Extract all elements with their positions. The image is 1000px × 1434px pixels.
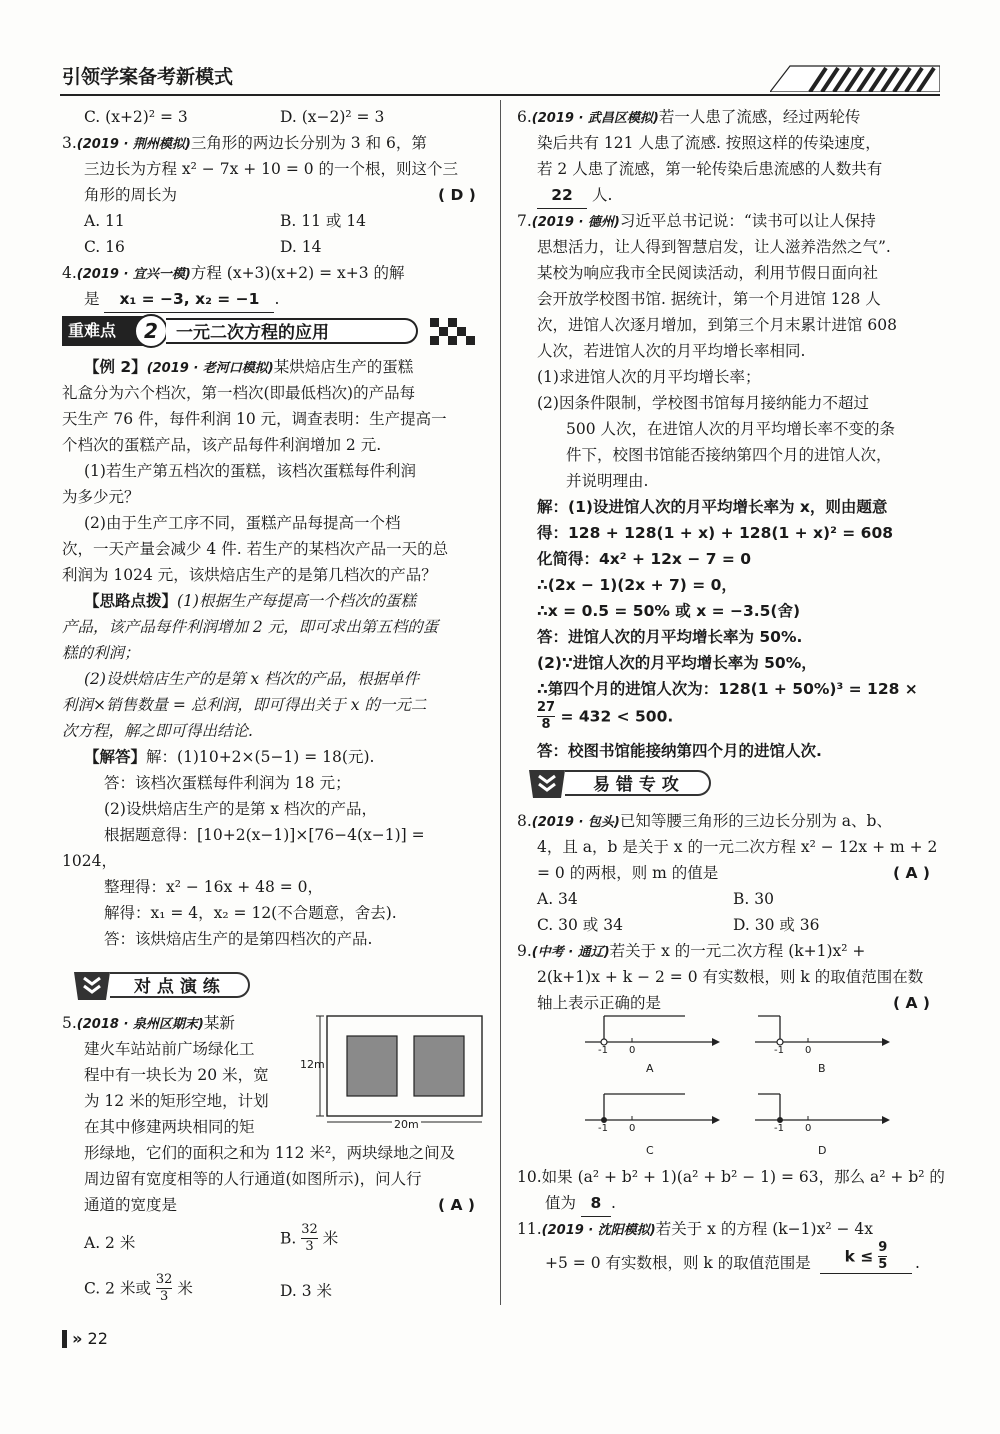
q9-b-tick1: -1 xyxy=(774,1045,784,1056)
q5-b-prefix: B. xyxy=(280,1229,297,1248)
header-rule xyxy=(60,94,940,96)
q9-numberline-b xyxy=(750,1012,890,1082)
example-line7: (2)由于生产工序不同，蛋糕产品每提高一个档 xyxy=(84,514,401,532)
q9-c-tick1: -1 xyxy=(598,1123,608,1134)
q10-number: 10. xyxy=(517,1168,542,1186)
q8-option-a: A. 34 xyxy=(537,890,578,908)
tip-tag: 【思路点拨】 xyxy=(84,592,178,610)
q3-option-a: A. 11 xyxy=(84,212,125,230)
solution-line8: 答：该烘焙店生产的是第四档次的产品. xyxy=(104,930,373,948)
q7-line2: 思想活力，让人得到智慧启发，让人滋养浩然之气”. xyxy=(537,238,891,256)
q6-answer-line xyxy=(537,182,612,209)
tip-line5: 利润×销售数量 = 总利润，即可得出关于 x 的一元二 xyxy=(62,696,427,714)
q7-number: 7. xyxy=(517,212,532,230)
q4-answer: x₁ = −3, x₂ = −1 xyxy=(104,286,274,313)
q3-option-c: C. 16 xyxy=(84,238,125,256)
q9-d-tick1: -1 xyxy=(774,1123,784,1134)
q9-source: (中考 · 通辽) xyxy=(531,945,610,960)
page-number-marker xyxy=(62,1328,108,1350)
q7-line10: 件下，校图书馆能否接纳第四个月的进馆人次， xyxy=(566,446,892,464)
q5-figure xyxy=(300,1010,490,1135)
option-d: D. (x−2)² = 3 xyxy=(280,108,385,126)
q7-solution-line9 xyxy=(537,700,673,733)
q5-number: 5. xyxy=(62,1014,77,1032)
q7-line5: 次，进馆人次逐月增加，到第三个月末累计进馆 608 xyxy=(537,316,898,334)
q9-b-tick2: 0 xyxy=(805,1045,812,1056)
q7-line7: (1)求进馆人次的月平均增长率； xyxy=(537,368,761,386)
example-line9: 利润为 1024 元，该烘焙店生产的是第几档次的产品？ xyxy=(62,566,437,584)
q5-b-denominator: 3 xyxy=(305,1239,314,1254)
q4-line1: 方程 (x+3)(x+2) = x+3 的解 xyxy=(190,264,405,282)
solution-line5: 1024， xyxy=(62,852,117,870)
checker-decoration xyxy=(430,336,439,345)
q5-line8: 通道的宽度是 xyxy=(84,1196,178,1214)
example-tag: 【例 2】 xyxy=(84,358,147,376)
question-8 xyxy=(517,808,892,836)
q6-number: 6. xyxy=(517,108,532,126)
q7-solution-line5: ∴x = 0.5 = 50% 或 x = −3.5(舍) xyxy=(537,602,801,620)
q7-line4: 会开放学校图书馆. 据统计，第一个月进馆 128 人 xyxy=(537,290,881,308)
example-text-1: 某烘焙店生产的蛋糕 xyxy=(273,358,414,376)
example-line8: 次，一天产量会减少 4 件. 若生产的某档次产品一天的总 xyxy=(62,540,449,558)
q5-line2: 建火车站站前广场绿化工 xyxy=(84,1040,255,1058)
q5-line4: 为 12 米的矩形空地，计划 xyxy=(84,1092,269,1110)
q3-source: (2019 · 荆州模拟) xyxy=(76,137,191,152)
q10-answer: 8 xyxy=(581,1190,611,1217)
q9-a-tick2: 0 xyxy=(629,1045,636,1056)
q7-solution-line8: ∴第四个月的进馆人次为：128(1 + 50%)³ = 128 × xyxy=(537,680,918,698)
q9-d-tick2: 0 xyxy=(805,1123,812,1134)
q3-number: 3. xyxy=(62,134,77,152)
solution-line3: (2)设烘焙店生产的是第 x 档次的产品， xyxy=(104,800,378,818)
section-banner-practice xyxy=(72,970,262,1004)
page-marker-bar xyxy=(62,1330,67,1348)
q5-c-unit: 米 xyxy=(177,1279,193,1298)
q4-post: . xyxy=(274,290,280,308)
section-banner-error-prone xyxy=(527,768,717,802)
q5-source: (2018 · 泉州区期末) xyxy=(76,1017,204,1032)
tip-line6: 次方程，解之即可得出结论. xyxy=(62,722,253,740)
q5-line5: 在其中修建两块相同的矩 xyxy=(84,1118,255,1136)
solution-line1 xyxy=(84,744,374,770)
solution-line4: 根据题意得：[10+2(x−1)]×[76−4(x−1)] = xyxy=(104,826,425,844)
checker-decoration xyxy=(439,327,448,336)
q4-answer-line xyxy=(84,286,279,313)
double-chevron-icon: » xyxy=(72,1329,83,1348)
q9-b-label: B xyxy=(818,1062,826,1075)
q8-option-c: C. 30 或 34 xyxy=(537,916,623,934)
chevron-down-icon xyxy=(527,768,567,802)
q7-solution-line10: 答：校图书馆能接纳第四个月的进馆人次. xyxy=(537,742,822,760)
q8-source: (2019 · 包头) xyxy=(531,815,620,830)
q5-line6: 形绿地，它们的面积之和为 112 米²，两块绿地之间及 xyxy=(84,1144,456,1162)
q7-line1: 习近平总书记说：“读书可以让人保持 xyxy=(619,212,876,230)
q5-b-numerator: 32 xyxy=(301,1222,318,1237)
q7-solution-line7: (2)∵进馆人次的月平均增长率为 50%， xyxy=(537,654,817,672)
solution-line2: 答：该档次蛋糕每件利润为 18 元； xyxy=(104,774,351,792)
example-line2: 礼盒分为六个档次，第一档次(即最低档次)的产品每 xyxy=(62,384,416,402)
tip-line3: 糕的利润； xyxy=(62,644,140,662)
column-divider xyxy=(500,100,501,1305)
q7-line9: 500 人次，在进馆人次的月平均增长率不变的条 xyxy=(566,420,896,438)
q5-b-unit: 米 xyxy=(322,1229,339,1248)
q5-option-a: A. 2 米 xyxy=(84,1234,136,1252)
example-line6: 为多少元？ xyxy=(62,488,140,506)
q5-answer: ( A ) xyxy=(438,1196,475,1214)
q10-answer-line xyxy=(545,1190,616,1217)
q9-line3: 轴上表示正确的是 xyxy=(537,994,662,1012)
q9-number: 9. xyxy=(517,942,532,960)
tip-text-1: (1)根据生产每提高一个档次的蛋糕 xyxy=(177,592,416,610)
question-3 xyxy=(62,130,427,158)
q8-option-b: B. 30 xyxy=(733,890,774,908)
solution-line6: 整理得：x² − 16x + 48 = 0， xyxy=(104,878,324,896)
q5-figure-width-label: 20m xyxy=(394,1118,419,1131)
q8-option-d: D. 30 或 36 xyxy=(733,916,820,934)
q9-c-tick2: 0 xyxy=(629,1123,636,1134)
section-banner-key-point xyxy=(62,316,482,346)
q7-line3: 某校为响应我市全民阅读活动，利用节假日面向社 xyxy=(537,264,879,282)
q9-numberline-c xyxy=(580,1090,720,1160)
solution-tag: 【解答】 xyxy=(84,748,147,766)
q7-line11: 并说明理由. xyxy=(566,472,649,490)
q9-a-label: A xyxy=(646,1062,654,1075)
example-2-line1 xyxy=(84,354,413,382)
q8-line3: = 0 的两根，则 m 的值是 xyxy=(537,864,719,882)
q5-c-numerator: 32 xyxy=(155,1272,173,1287)
q4-number: 4. xyxy=(62,264,77,282)
question-9 xyxy=(517,938,865,966)
q10-pre: 值为 xyxy=(545,1194,577,1212)
q4-source: (2019 · 宜兴一模) xyxy=(76,267,191,282)
question-10 xyxy=(517,1164,945,1190)
q7-fraction-numerator: 27 xyxy=(537,700,556,715)
q8-answer: ( A ) xyxy=(893,864,930,882)
example-line4: 个档次的蛋糕产品，该产品每件利润增加 2 元. xyxy=(62,436,382,454)
q11-answer-denominator: 5 xyxy=(878,1257,888,1272)
q7-solution-line3: 化简得：4x² + 12x − 7 = 0 xyxy=(537,550,752,568)
example-line3: 天生产 76 件，每件利润 10 元，调查表明：生产提高一 xyxy=(62,410,447,428)
checker-decoration xyxy=(448,318,457,327)
tip-line4: (2)设烘焙店生产的是第 x 档次的产品，根据单件 xyxy=(84,670,420,688)
q7-solution-line9-text: = 432 < 500. xyxy=(560,707,674,726)
q11-number: 11. xyxy=(517,1220,542,1238)
tip-line2: 产品，该产品每件利润增加 2 元，即可求出第五档的蛋 xyxy=(62,618,439,636)
question-7 xyxy=(517,208,876,236)
question-6 xyxy=(517,104,860,132)
q3-line2: 三边长为方程 x² − 7x + 10 = 0 的一个根，则这个三 xyxy=(84,160,459,178)
q5-line7: 周边留有宽度相等的人行通道(如图所示)，问人行 xyxy=(84,1170,422,1188)
q7-source: (2019 · 德州) xyxy=(531,215,620,230)
q11-answer-prefix: k ≤ xyxy=(844,1247,874,1266)
q8-line2: 4，且 a，b 是关于 x 的一元二次方程 x² − 12x + m + 2 xyxy=(537,838,938,856)
q5-line3: 程中有一块长为 20 米，宽 xyxy=(84,1066,269,1084)
q6-line1: 若一人患了流感，经过两轮传 xyxy=(658,108,861,126)
q5-option-c xyxy=(84,1272,193,1305)
q8-line1: 已知等腰三角形的三边长分别为 a、b、 xyxy=(619,812,892,830)
q3-line1: 三角形的两边长分别为 3 和 6，第 xyxy=(190,134,427,152)
q9-a-tick1: -1 xyxy=(598,1045,608,1056)
q6-line2: 染后共有 121 人患了流感. 按照这样的传染速度， xyxy=(537,134,881,152)
q7-fraction-denominator: 8 xyxy=(541,717,551,732)
example-source: (2019 · 老河口模拟) xyxy=(146,361,274,376)
q11-post: . xyxy=(915,1254,920,1272)
q7-solution-line4: ∴(2x − 1)(2x + 7) = 0， xyxy=(537,576,737,594)
q5-option-b xyxy=(280,1222,338,1255)
q9-line2: 2(k+1)x + k − 2 = 0 有实数根，则 k 的取值范围在数 xyxy=(537,968,924,986)
q10-post: . xyxy=(610,1194,616,1212)
q5-c-prefix: C. 2 米或 xyxy=(84,1279,151,1298)
example-line5: (1)若生产第五档次的蛋糕，该档次蛋糕每件利润 xyxy=(84,462,416,480)
q3-option-b: B. 11 或 14 xyxy=(280,212,367,230)
banner-key-title: 一元二次方程的应用 xyxy=(166,318,418,344)
question-5 xyxy=(62,1010,235,1038)
banner-practice-title: 对 点 演 练 xyxy=(110,972,250,998)
checker-decoration xyxy=(430,318,439,327)
q9-c-label: C xyxy=(646,1144,654,1157)
header-title: 引领学案备考新模式 xyxy=(62,66,234,88)
question-4 xyxy=(62,260,405,288)
q9-line1: 若关于 x 的一元二次方程 (k+1)x² + xyxy=(609,942,866,960)
q7-solution-line6: 答：进馆人次的月平均增长率为 50%. xyxy=(537,628,803,646)
stripes-icon xyxy=(770,62,940,92)
page-number: 22 xyxy=(87,1329,108,1348)
q7-solution-line1: 解：(1)设进馆人次的月平均增长率为 x，则由题意 xyxy=(537,498,888,516)
chevron-down-icon xyxy=(72,970,112,1004)
q5-c-denominator: 3 xyxy=(160,1289,169,1304)
q3-line3: 角形的周长为 xyxy=(84,186,178,204)
q11-source: (2019 · 沈阳模拟) xyxy=(541,1223,656,1238)
q9-d-label: D xyxy=(818,1144,827,1157)
q10-line1: 如果 (a² + b² + 1)(a² + b² − 1) = 63，那么 a² + b² 的 xyxy=(541,1168,945,1186)
solution-text-1: 解：(1)10+2×(5−1) = 18(元). xyxy=(146,748,375,766)
q9-numberline-d xyxy=(750,1090,890,1160)
q5-line1: 某新 xyxy=(203,1014,235,1032)
banner-key-number: 2 xyxy=(134,314,168,348)
q3-option-d: D. 14 xyxy=(280,238,322,256)
banner-error-prone-title: 易 错 专 攻 xyxy=(565,770,711,796)
q4-pre: 是 xyxy=(84,290,100,308)
banner-key-label: 重难点 xyxy=(62,316,144,346)
q11-line2: +5 = 0 有实数根，则 k 的取值范围是 xyxy=(545,1254,811,1272)
option-c: C. (x+2)² = 3 xyxy=(84,108,188,126)
q8-number: 8. xyxy=(517,812,532,830)
q5-figure-height-label: 12m xyxy=(300,1058,325,1071)
solution-line7: 解得：x₁ = 4，x₂ = 12(不合题意，舍去). xyxy=(104,904,397,922)
q11-answer-numerator: 9 xyxy=(878,1240,888,1255)
q6-post: 人. xyxy=(591,186,613,204)
q6-source: (2019 · 武昌区模拟) xyxy=(531,111,659,126)
q11-line1: 若关于 x 的方程 (k−1)x² − 4x xyxy=(655,1220,873,1238)
q6-answer: 22 xyxy=(537,182,587,209)
checker-decoration xyxy=(457,327,466,336)
checker-decoration xyxy=(448,336,457,345)
tip-line1 xyxy=(84,588,416,614)
q7-solution-line2: 得：128 + 128(1 + x) + 128(1 + x)² = 608 xyxy=(537,524,894,542)
q6-line3: 若 2 人患了流感，第一轮传染后患流感的人数共有 xyxy=(537,160,883,178)
q9-answer: ( A ) xyxy=(893,994,930,1012)
q11-answer xyxy=(820,1240,912,1274)
q7-line8: (2)因条件限制，学校图书馆每月接纳能力不超过 xyxy=(537,394,869,412)
q7-line6: 人次，若进馆人次的月平均增长率相同. xyxy=(537,342,806,360)
checker-decoration xyxy=(466,336,475,345)
header-stripes-decoration xyxy=(770,62,940,92)
q3-answer: ( D ) xyxy=(438,186,476,204)
q9-numberline-a xyxy=(580,1012,720,1082)
q5-option-d: D. 3 米 xyxy=(280,1282,333,1300)
